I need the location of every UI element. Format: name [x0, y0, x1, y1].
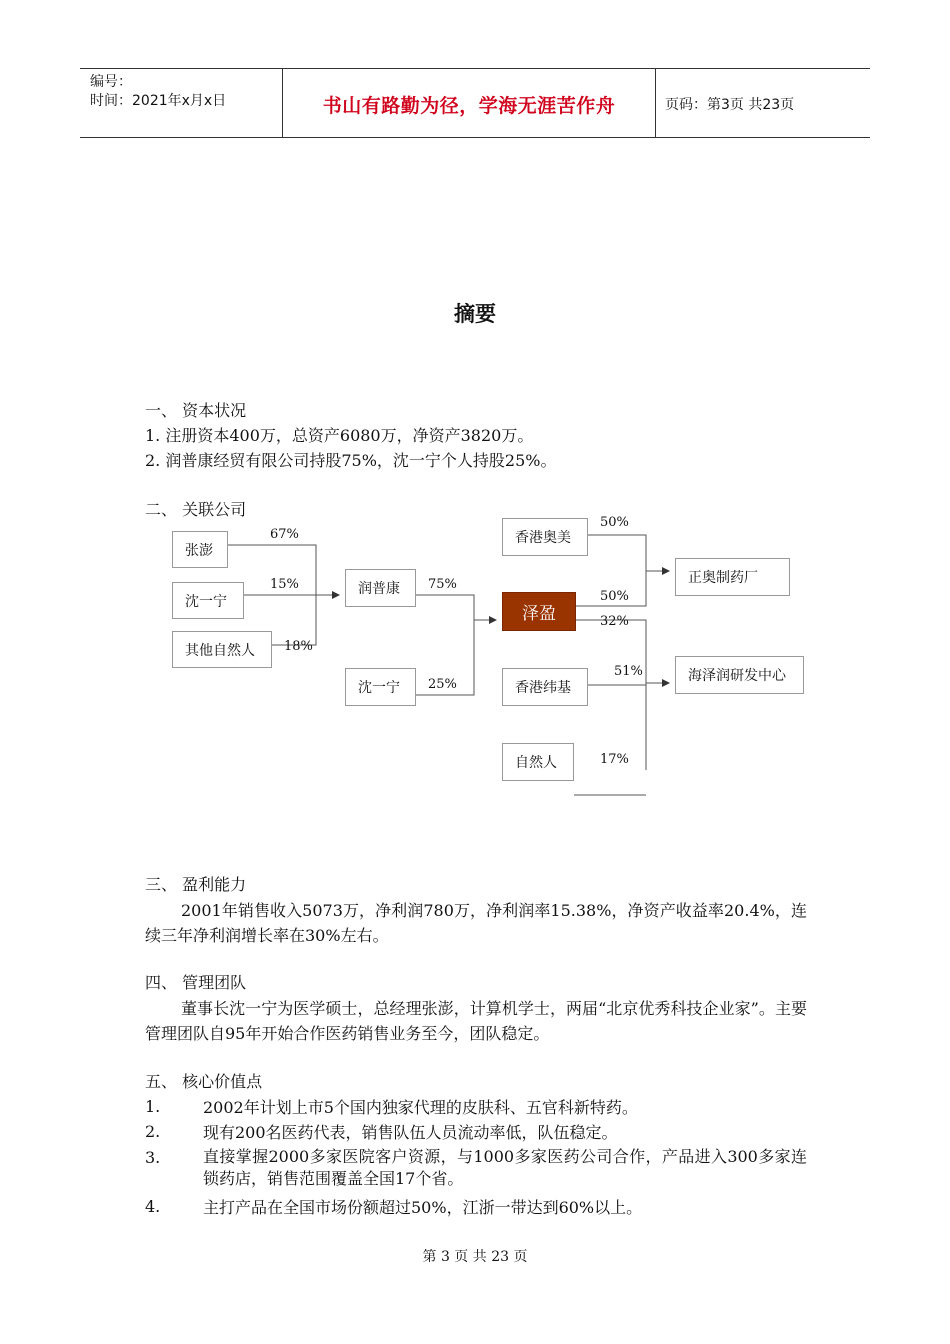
node-zhengao-pharma: 正奥制药厂 — [675, 558, 790, 596]
section-paragraph: 董事长沈一宁为医学硕士，总经理张澎，计算机学士，两届“北京优秀科技企业家”。主要管理团队自95年开始合作医药销售业务至今，团队稳定。 — [145, 999, 807, 1043]
pct-label: 15% — [270, 577, 299, 592]
section-paragraph: 2001年销售收入5073万，净利润780万，净利润率15.38%，净资产收益率20.4%，连续三年净利润增长率在30%左右。 — [145, 901, 807, 945]
node-zeying-highlight: 泽盈 — [502, 592, 576, 631]
header-page-info: 页码：第3页 共23页 — [665, 97, 795, 113]
pct-label: 25% — [428, 677, 457, 692]
list-item: 1. 注册资本400万，总资产6080万，净资产3820万。 — [145, 426, 534, 445]
pct-label: 67% — [270, 527, 299, 542]
pct-label: 18% — [284, 639, 313, 654]
page-footer: 第 3 页 共 23 页 — [422, 1249, 528, 1265]
node-hk-aomei: 香港奥美 — [502, 518, 588, 556]
section-heading: 二、 关联公司 — [145, 500, 247, 519]
node-natural-person: 自然人 — [502, 743, 574, 781]
list-item: 2002年计划上市5个国内独家代理的皮肤科、五官科新特药。 — [203, 1098, 638, 1117]
node-shenyining: 沈一宁 — [172, 582, 244, 619]
list-number: 1. — [145, 1097, 161, 1116]
section-heading: 一、 资本状况 — [145, 401, 247, 420]
section-heading: 三、 盈利能力 — [145, 875, 247, 894]
list-item: 直接掌握2000多家医院客户资源，与1000多家医药公司合作，产品进入300多家连锁药店，销售范围覆盖全国17个省。 — [203, 1147, 807, 1188]
pct-label: 17% — [600, 752, 629, 767]
list-item: 现有200名医药代表，销售队伍人员流动率低，队伍稳定。 — [203, 1123, 618, 1142]
node-zhangpeng: 张澎 — [172, 531, 228, 568]
page-title: 摘要 — [454, 302, 496, 326]
pct-label: 50% — [600, 515, 629, 530]
pct-label: 32% — [600, 614, 629, 629]
code-label: 编号： — [90, 74, 132, 90]
list-item: 2. 润普康经贸有限公司持股75%，沈一宁个人持股25%。 — [145, 451, 557, 470]
time-label: 时间：2021年x月x日 — [90, 93, 227, 109]
section-heading: 四、 管理团队 — [145, 973, 247, 992]
node-shenyining: 沈一宁 — [345, 668, 416, 706]
list-number: 4. — [145, 1197, 161, 1216]
node-hk-weiji: 香港纬基 — [502, 668, 588, 706]
node-runpukang: 润普康 — [345, 569, 416, 607]
list-item: 主打产品在全国市场份额超过50%，江浙一带达到60%以上。 — [203, 1198, 643, 1217]
pct-label: 75% — [428, 577, 457, 592]
header-motto: 书山有路勤为径，学海无涯苦作舟 — [322, 95, 616, 117]
pct-label: 51% — [614, 664, 643, 679]
list-number: 2. — [145, 1122, 161, 1141]
node-haizerun-rnd: 海泽润研发中心 — [675, 656, 804, 694]
list-number: 3. — [145, 1148, 161, 1167]
node-other-individuals: 其他自然人 — [172, 631, 272, 668]
section-heading: 五、 核心价值点 — [145, 1072, 263, 1091]
pct-label: 50% — [600, 589, 629, 604]
